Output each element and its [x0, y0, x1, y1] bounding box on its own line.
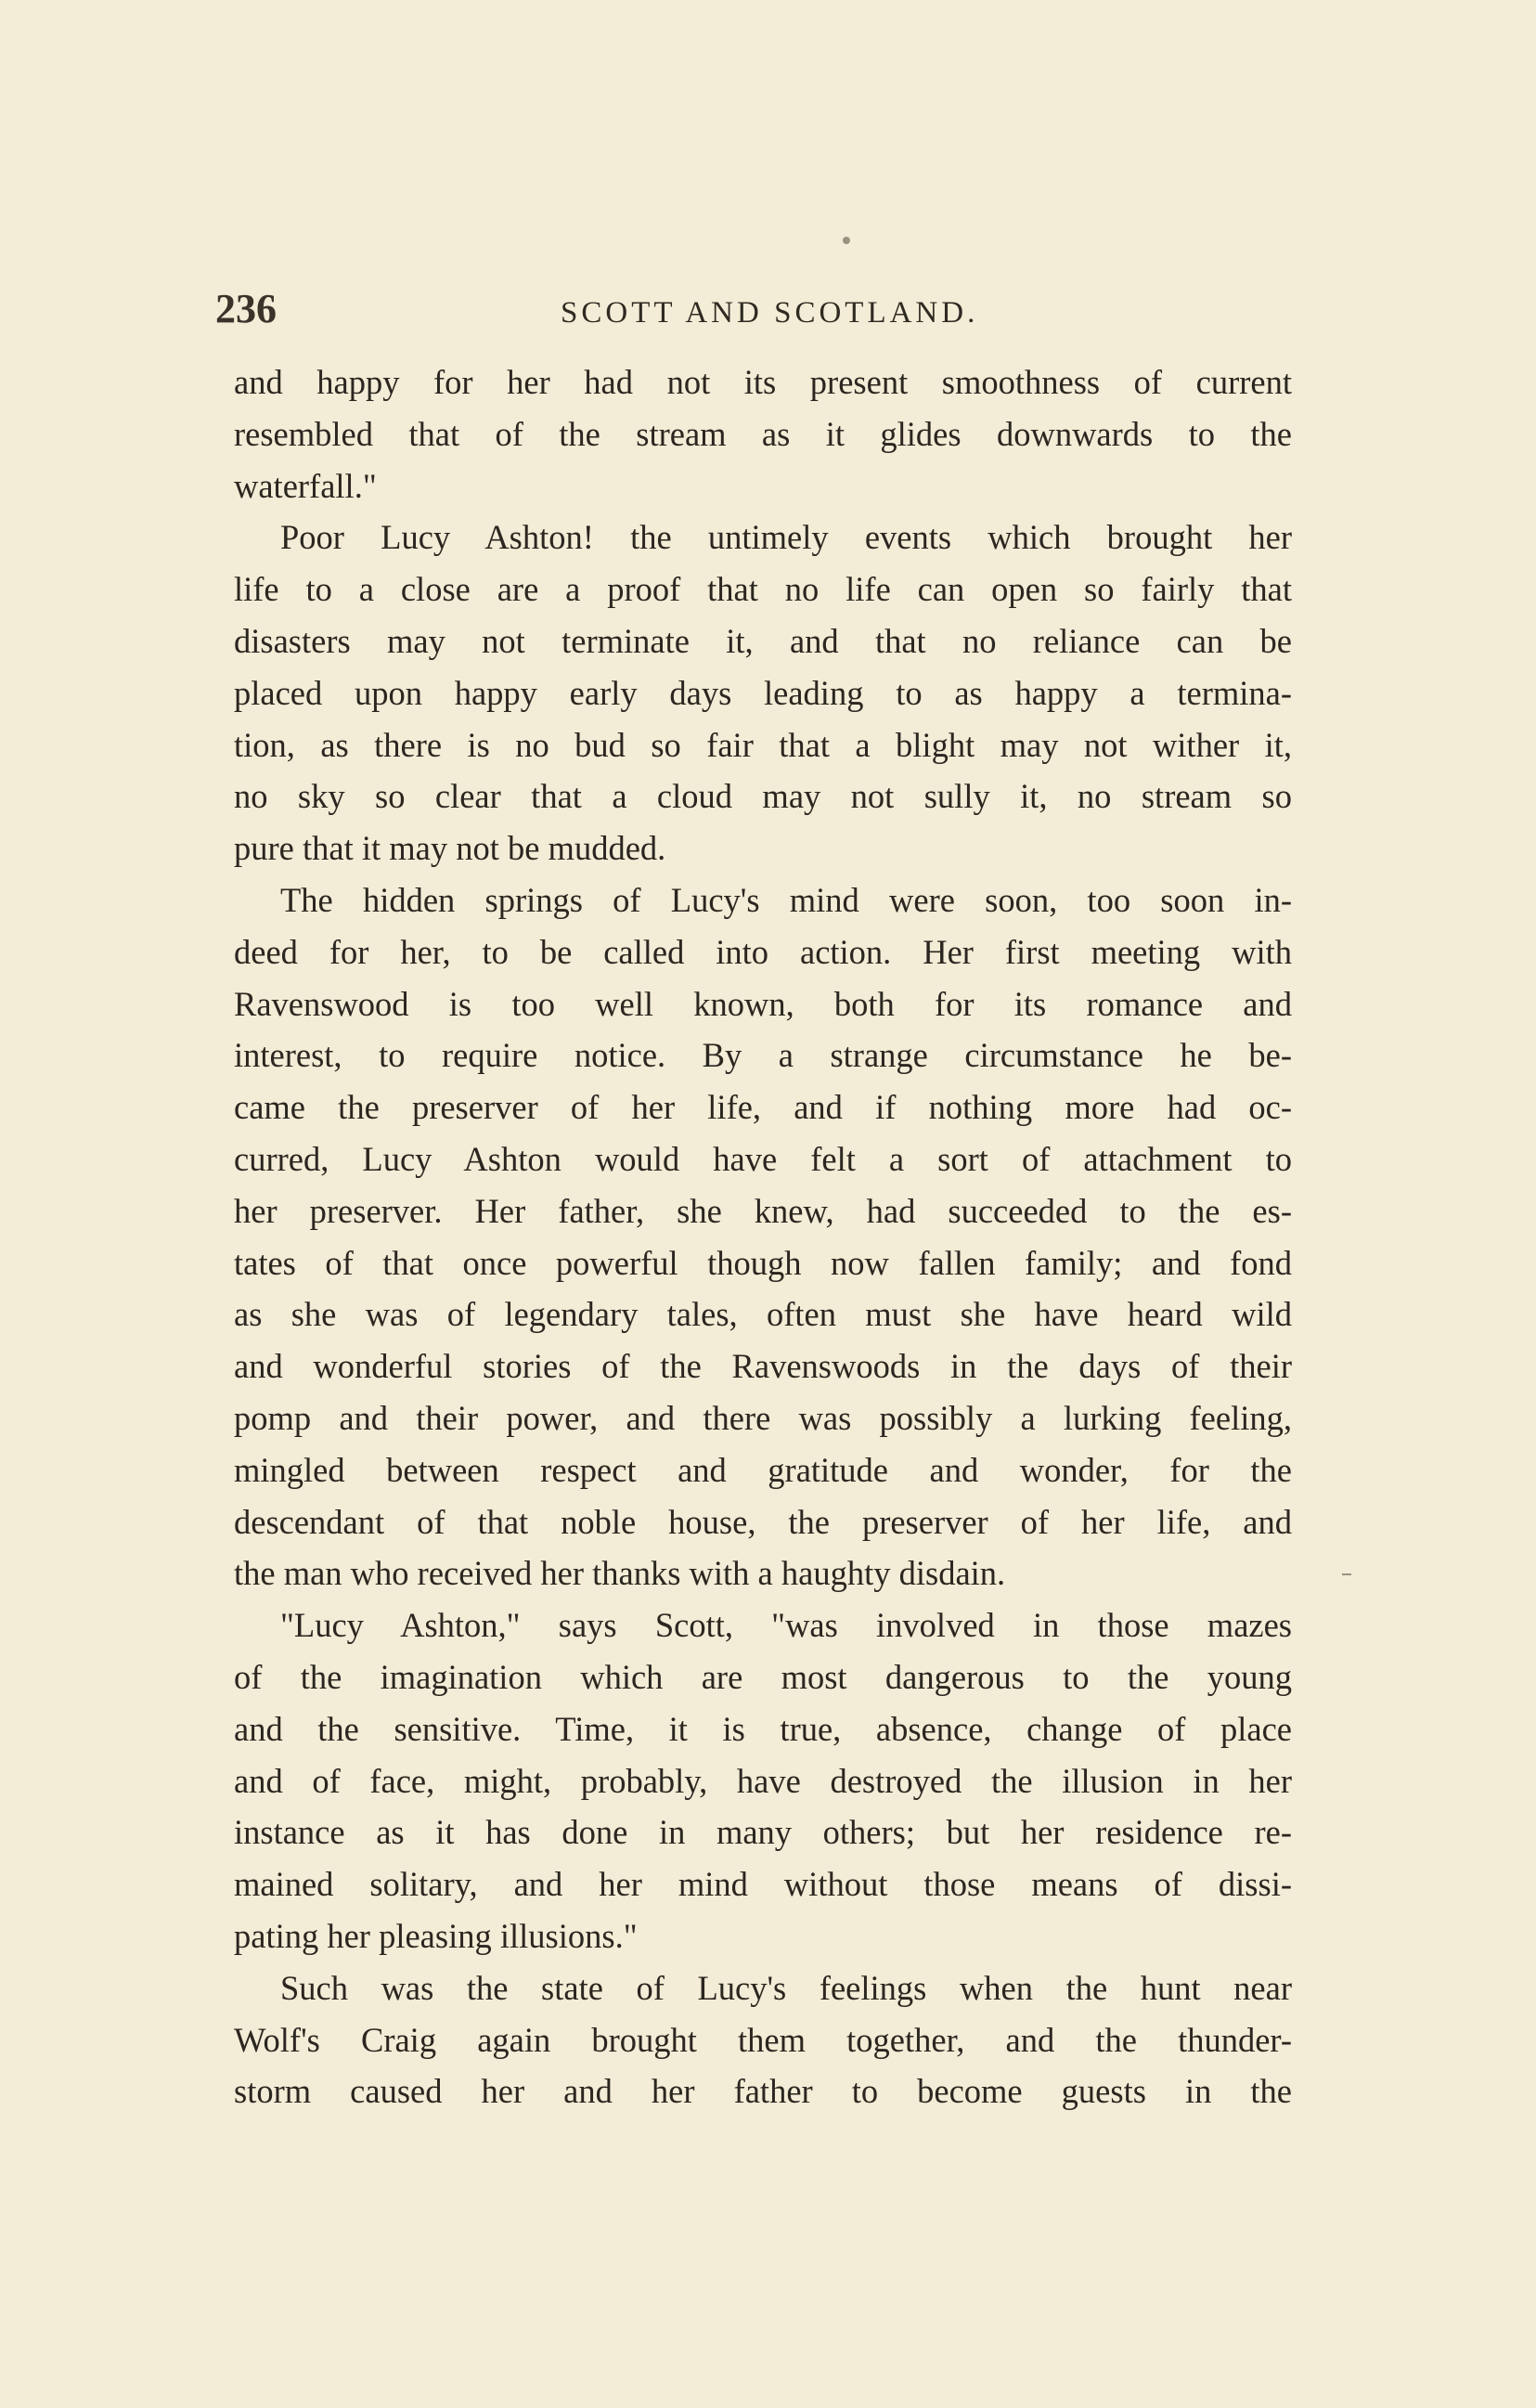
- page-header: [215, 281, 1310, 337]
- text-line: pure that it may not be mudded.: [234, 829, 666, 868]
- page-number: 236: [215, 286, 277, 331]
- text-line: life to a close are a proof that no life can open so fairly that: [234, 570, 1292, 609]
- text-line: instance as it has done in many others; but her residence re-: [234, 1813, 1292, 1852]
- text-line: curred, Lucy Ashton would have felt a sort of attachment to: [234, 1139, 1292, 1178]
- text-line: and the sensitive. Time, it is true, absence, change of place: [234, 1709, 1292, 1748]
- body-text: [234, 356, 1292, 2117]
- text-line: her preserver. Her father, she knew, had succeeded to the es-: [234, 1191, 1292, 1230]
- printing-mark: [843, 237, 850, 244]
- text-line: descendant of that noble house, the preserver of her life, and: [234, 1502, 1292, 1541]
- text-line: disasters may not terminate it, and that no reliance can be: [234, 621, 1292, 660]
- text-line: waterfall.": [234, 466, 377, 505]
- text-line: came the preserver of her life, and if nothing more had oc-: [234, 1088, 1292, 1127]
- text-line: mingled between respect and gratitude and wonder, for the: [234, 1450, 1292, 1489]
- text-line: interest, to require notice. By a strange circumstance he be-: [234, 1036, 1292, 1075]
- text-line: of the imagination which are most dangerous to the young: [234, 1657, 1292, 1696]
- text-line: "Lucy Ashton," says Scott, "was involved in those mazes: [280, 1606, 1292, 1645]
- text-line: tates of that once powerful though now fallen family; and fond: [234, 1243, 1292, 1282]
- text-line: Wolf's Craig again brought them together, and the thunder-: [234, 2020, 1292, 2059]
- text-line: Poor Lucy Ashton! the untimely events which brought her: [280, 518, 1292, 557]
- text-line: the man who received her thanks with a haughty disdain.: [234, 1554, 1006, 1593]
- text-line: deed for her, to be called into action. Her first meeting with: [234, 932, 1292, 971]
- text-line: and happy for her had not its present smoothness of current: [234, 363, 1292, 401]
- text-line: pating her pleasing illusions.": [234, 1916, 638, 1955]
- text-line: mained solitary, and her mind without those means of dissi-: [234, 1865, 1292, 1904]
- text-line: placed upon happy early days leading to as happy a termina-: [234, 673, 1292, 712]
- text-line: resembled that of the stream as it glides downwards to the: [234, 414, 1292, 453]
- text-line: Such was the state of Lucy's feelings when the hunt near: [280, 1968, 1292, 2007]
- text-line: and of face, might, probably, have destroyed the illusion in her: [234, 1761, 1292, 1800]
- text-line: as she was of legendary tales, often must she have heard wild: [234, 1295, 1292, 1334]
- text-line: tion, as there is no bud so fair that a blight may not wither it,: [234, 725, 1292, 764]
- text-line: storm caused her and her father to become guests in the: [234, 2072, 1292, 2111]
- text-line: and wonderful stories of the Ravenswoods in the days of their: [234, 1347, 1292, 1386]
- text-line: Ravenswood is too well known, both for its romance and: [234, 984, 1292, 1023]
- text-line: no sky so clear that a cloud may not sully it, no stream so: [234, 777, 1292, 816]
- text-line: The hidden springs of Lucy's mind were soon, too soon in-: [280, 880, 1292, 919]
- running-title: SCOTT AND SCOTLAND.: [561, 296, 979, 330]
- text-line: pomp and their power, and there was possibly a lurking feeling,: [234, 1398, 1292, 1437]
- margin-mark: [1342, 1573, 1351, 1575]
